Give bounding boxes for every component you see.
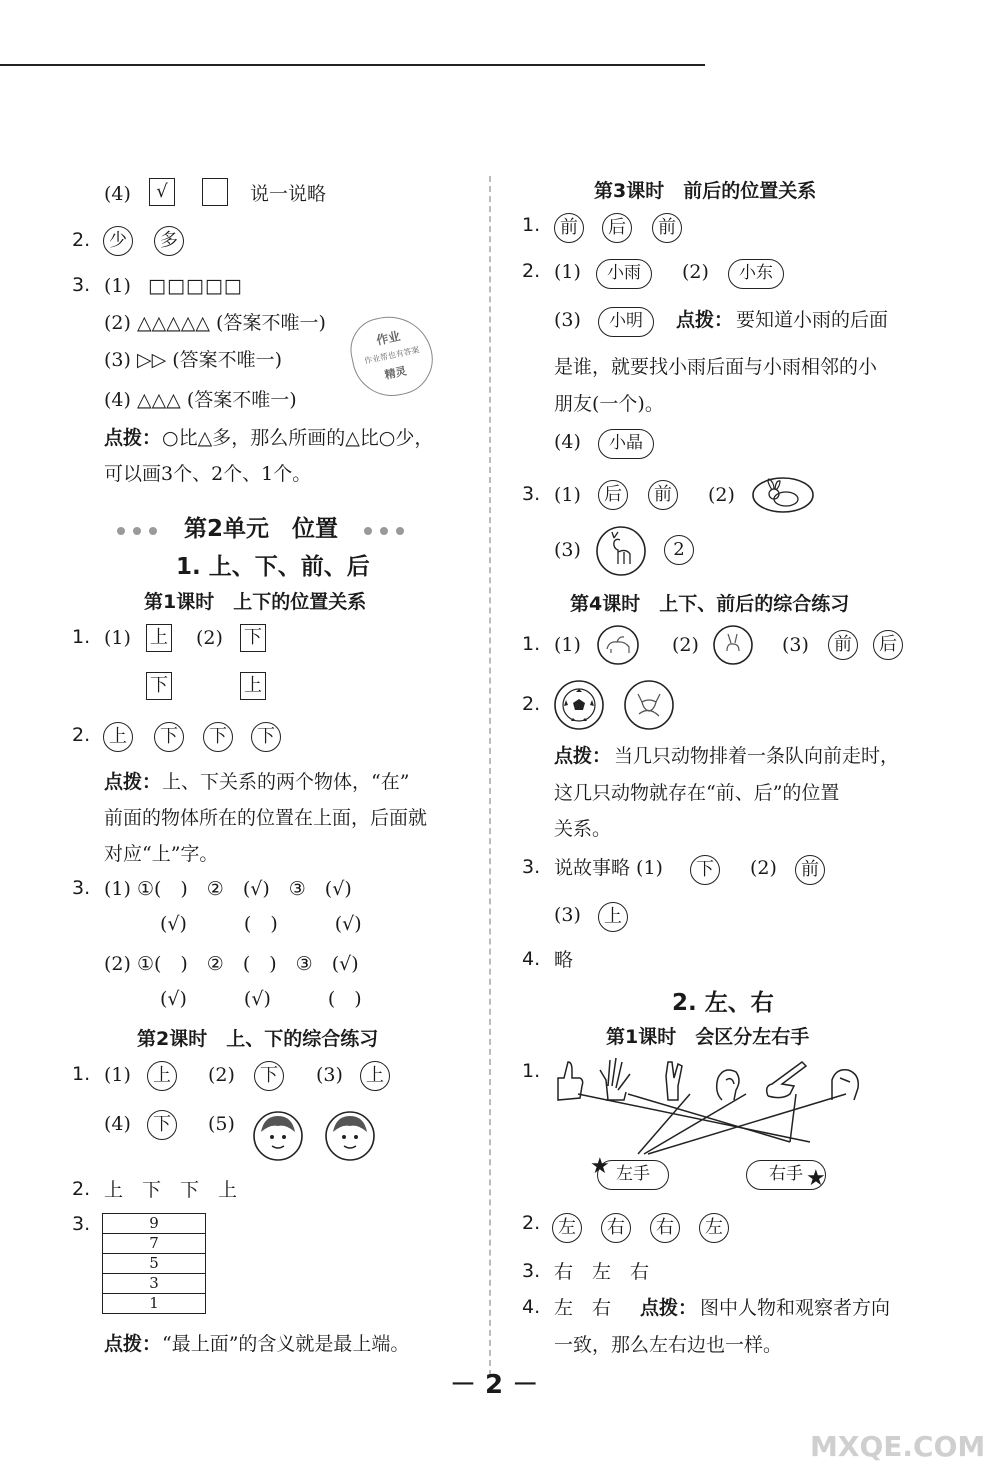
box-answer: 下: [146, 672, 172, 700]
fox-icon: [624, 680, 674, 730]
tip5-c: 关系。: [554, 818, 612, 840]
star-icon: ★: [590, 1154, 610, 1179]
circle-answer: 右: [601, 1213, 631, 1243]
b3-3: (3): [554, 904, 581, 926]
left-hand-label: 左手: [597, 1160, 669, 1190]
q3-row4: (√) (√) ( ): [160, 988, 362, 1010]
circle-answer: 下: [690, 855, 720, 885]
a2-3: (3): [554, 309, 581, 331]
q1-b: (2): [196, 627, 223, 649]
q3-num: 3.: [72, 877, 91, 899]
a2-1: (1): [554, 261, 581, 283]
circle-answer: 多: [154, 226, 184, 256]
b4-num: 4.: [522, 948, 541, 970]
b3-num: 3.: [522, 856, 541, 878]
l3-1: (1): [104, 275, 131, 297]
tip4-b: 是谁，就要找小雨后面与小雨相邻的小: [554, 356, 878, 378]
tip1-a: ○比△多，那么所画的△比○少，: [162, 427, 434, 449]
c3-text: 右 左 右: [554, 1261, 650, 1283]
circle-answer: 前: [652, 213, 682, 243]
rabbit-icon: [752, 476, 814, 514]
tip2-c: 对应“上”字。: [104, 843, 219, 865]
boy-face-icon: [252, 1110, 304, 1162]
q1-num: 1.: [72, 626, 91, 648]
tip-label: 点拨：: [640, 1297, 698, 1319]
circle-answer: 上: [147, 1061, 177, 1091]
circle-answer: 前: [795, 855, 825, 885]
soccer-ball-icon: [554, 680, 604, 730]
q3-row3: (2) ①( ) ② ( ) ③ (√): [104, 953, 359, 975]
lesson4-title: 第4课时 上下、前后的综合练习: [570, 593, 850, 615]
stack-cell: 5: [103, 1254, 205, 1274]
circle-answer: 前: [828, 630, 858, 660]
dog-icon: [597, 625, 639, 665]
circle-answer: 左: [552, 1213, 582, 1243]
stack-table: [102, 1213, 206, 1314]
circle-answer: 下: [154, 722, 184, 752]
c4-text: 左 右: [554, 1297, 612, 1319]
p1-5: (5): [208, 1113, 235, 1135]
empty-box: [202, 178, 228, 206]
section2-title: 2. 左、右: [672, 990, 774, 1016]
q3-row1: (1) ①( ) ② (√) ③ (√): [104, 878, 352, 900]
l3-1-boxes: □□□□□: [148, 275, 243, 297]
b1-1: (1): [554, 634, 581, 656]
b1-2: (2): [672, 634, 699, 656]
oval-answer: 小晶: [598, 429, 654, 459]
circle-answer: 少: [103, 226, 133, 256]
a2-num: 2.: [522, 260, 541, 282]
tip2-b: 前面的物体所在的位置在上面，后面就: [104, 807, 428, 829]
boy-face-icon: [324, 1110, 376, 1162]
c1-num: 1.: [522, 1060, 541, 1082]
stamp-bot: 精灵: [383, 364, 408, 382]
circle-answer: 下: [251, 722, 281, 752]
q2-num: 2.: [72, 724, 91, 746]
a2-4: (4): [554, 431, 581, 453]
p3-num: 3.: [72, 1213, 91, 1235]
b1-num: 1.: [522, 633, 541, 655]
l1-num: (4): [104, 183, 131, 205]
a1-num: 1.: [522, 214, 541, 236]
title-dots-right: [360, 520, 408, 539]
circle-answer: 2: [664, 535, 694, 565]
rabbit-icon: [713, 625, 753, 665]
star-icon: ★: [806, 1166, 826, 1191]
stack-cell: 1: [149, 1294, 159, 1312]
tip5-a: 当几只动物排着一条队向前走时，: [614, 745, 900, 767]
l1-text: 说一说略: [250, 183, 327, 205]
circle-answer: 前: [648, 480, 678, 510]
q3-row2: (√) ( ) (√): [160, 913, 362, 935]
circle-answer: 后: [598, 480, 628, 510]
column-divider: [489, 176, 491, 1376]
p1-2: (2): [208, 1064, 235, 1086]
p1-num: 1.: [72, 1063, 91, 1085]
c3-num: 3.: [522, 1260, 541, 1282]
circle-answer: 后: [873, 630, 903, 660]
lesson1-title: 第1课时 上下的位置关系: [144, 591, 367, 613]
a3-num: 3.: [522, 483, 541, 505]
b3-2: (2): [750, 857, 777, 879]
watermark: MXQE.COM: [810, 1430, 986, 1463]
oval-answer: 小雨: [596, 259, 652, 289]
a3-1: (1): [554, 484, 581, 506]
l3-2: (2) △△△△△ (答案不唯一): [104, 312, 326, 334]
b1-3: (3): [782, 634, 809, 656]
stamp-top: 作业: [375, 329, 402, 348]
box-answer: 下: [240, 624, 266, 652]
circle-answer: 后: [602, 213, 632, 243]
top-rule: [0, 64, 705, 66]
tip3: “最上面”的含义就是最上端。: [162, 1333, 410, 1355]
a3-2: (2): [708, 484, 735, 506]
stamp-mid: 作业帮也有答案: [363, 345, 421, 366]
tip-label: 点拨：: [104, 1333, 162, 1355]
oval-answer: 小东: [728, 259, 784, 289]
stack-cell: 7: [103, 1234, 205, 1254]
b4-text: 略: [554, 949, 574, 971]
check-box: √: [149, 178, 175, 206]
p2-text: 上 下 下 上: [104, 1179, 238, 1201]
tip-label: 点拨：: [676, 309, 734, 331]
c2-num: 2.: [522, 1212, 541, 1234]
oval-answer: 小明: [598, 307, 654, 337]
tip2-a: 上、下关系的两个物体，“在”: [162, 771, 410, 793]
b2-num: 2.: [522, 693, 541, 715]
p1-1: (1): [104, 1064, 131, 1086]
box-answer: 上: [240, 672, 266, 700]
l3-3: (3) ▷▷ (答案不唯一): [104, 349, 283, 371]
circle-answer: 上: [598, 902, 628, 932]
tip4-a: 要知道小雨的后面: [736, 309, 889, 331]
tip-label: 点拨：: [104, 427, 162, 449]
circle-answer: 上: [103, 722, 133, 752]
box-answer: 上: [146, 624, 172, 652]
c4-tip-b: 一致，那么左右边也一样。: [554, 1334, 783, 1356]
tip-label: 点拨：: [554, 745, 612, 767]
p1-4: (4): [104, 1113, 131, 1135]
circle-answer: 下: [203, 722, 233, 752]
unit-title: 第2单元 位置: [184, 516, 339, 542]
q1-a: (1): [104, 627, 131, 649]
l3-num: 3.: [72, 274, 91, 296]
circle-answer: 前: [554, 213, 584, 243]
l2-num: 2.: [72, 229, 91, 251]
circle-answer: 上: [360, 1061, 390, 1091]
right-hand-label: 右手: [746, 1160, 826, 1190]
a2-2: (2): [682, 261, 709, 283]
page-number: － 2 －: [450, 1370, 539, 1400]
a3-3: (3): [554, 539, 581, 561]
section-title: 1. 上、下、前、后: [176, 554, 370, 580]
p1-3: (3): [316, 1064, 343, 1086]
l3-4: (4) △△△ (答案不唯一): [104, 389, 297, 411]
tip4-c: 朋友(一个)。: [554, 393, 664, 415]
tip5-b: 这几只动物就存在“前、后”的位置: [554, 782, 840, 804]
b3-text: 说故事略 (1): [554, 857, 663, 879]
c4-tip-a: 图中人物和观察者方向: [700, 1297, 891, 1319]
stamp: [345, 309, 440, 404]
lesson5-title: 第1课时 会区分左右手: [606, 1026, 810, 1048]
circle-answer: 左: [699, 1213, 729, 1243]
stack-cell: 9: [103, 1214, 205, 1234]
title-dots-left: [113, 520, 161, 539]
circle-answer: 下: [254, 1061, 284, 1091]
stack-cell: 3: [103, 1274, 205, 1294]
c4-num: 4.: [522, 1296, 541, 1318]
lesson2-title: 第2课时 上、下的综合练习: [137, 1028, 379, 1050]
p2-num: 2.: [72, 1178, 91, 1200]
circle-answer: 下: [147, 1110, 177, 1140]
lesson3-title: 第3课时 前后的位置关系: [594, 180, 817, 202]
tip-label: 点拨：: [104, 771, 162, 793]
circle-answer: 右: [650, 1213, 680, 1243]
deer-icon: [596, 526, 646, 576]
tip1-b: 可以画3个、2个、1个。: [104, 463, 312, 485]
